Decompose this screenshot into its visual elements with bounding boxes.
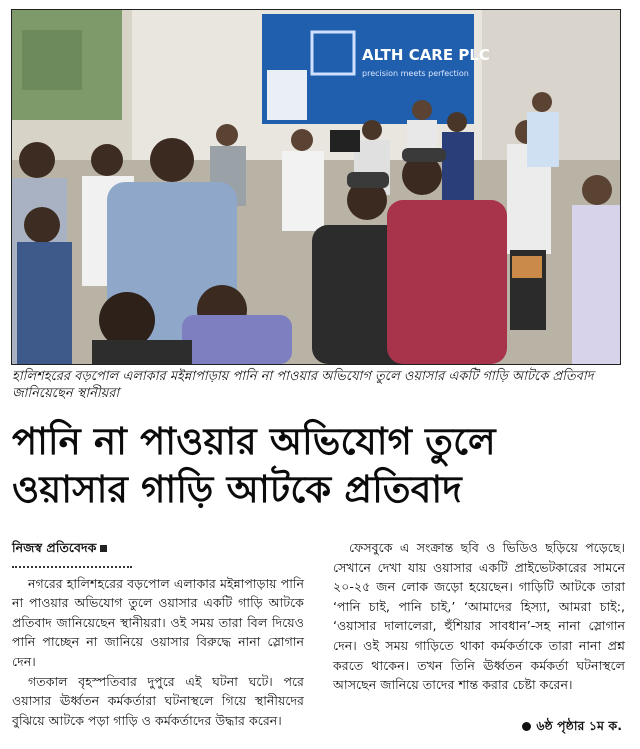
bullet-dot-icon	[522, 722, 531, 731]
article-column-left	[12, 538, 304, 730]
byline-text: নিজস্ব প্রতিবেদক	[12, 540, 97, 555]
paragraph: ফেসবুকে এ সংক্রান্ত ছবি ও ভিডিও ছড়িয়ে পড়েছে। সেখানে দেখা যায় ওয়াসার একটি প্রাইভেটকারের সামনে ২০-২৫ জন লোক জড়ো হয়েছেন। গাড়িটি আটকে তারা ‘পানি চাই, পানি চাই,’ ‘আমাদের হিস্যা, আমরা চাই:, ‘ওয়াসার দালালেরা, হুঁশিয়ার সাবধান’-সহ নানা স্লোগান দেন। ওই সময় গাড়িতে থাকা কর্মকর্তাকে তারা নানা প্রশ্ন করতে থাকেন। তখন তিনি ঊর্ধ্বতন কর্মকর্তা ঘটনাস্থলে আসছেন জানিয়ে তাদের শান্ত করার চেষ্টা করেন।	[333, 540, 625, 693]
dotted-divider	[12, 558, 132, 568]
byline	[12, 538, 304, 558]
banner-text: ALTH CARE PLC	[362, 46, 490, 64]
continuation-text: ৬ষ্ঠ পৃষ্ঠার ১ম ক.	[536, 718, 622, 733]
headline-line-1: পানি না পাওয়ার অভিযোগ তুলে	[12, 420, 496, 463]
headline-line-2: ওয়াসার গাড়ি আটকে প্রতিবাদ	[12, 468, 462, 511]
headline	[12, 418, 632, 514]
paragraph: নগরের হালিশহরের বড়পোল এলাকার মইন্নাপাড়ায় পানি না পাওয়ার অভিযোগ তুলে ওয়াসার একটি গাড়ি আটকে প্রতিবাদ জানিয়েছেন স্থানীয়রা। ওই সময় তারা বিল দিয়েও পানি পাচ্ছেন না জানিয়ে ওয়াসার বিরুদ্ধে নানা স্লোগান দেন।	[12, 575, 304, 669]
article-column-right	[333, 538, 625, 695]
paragraph: গতকাল বৃহস্পতিবার দুপুরে এই ঘটনা ঘটে। পরে ওয়াসার ঊর্ধ্বতন কর্মকর্তারা ঘটনাস্থলে গিয়ে স্থানীয়দের বুঝিয়ে আটকে পড়া গাড়ি ও কর্মকর্তাদের উদ্ধার করেন।	[12, 673, 304, 728]
banner-tagline: precision meets perfection	[362, 69, 469, 78]
protest-scene-illustration	[12, 10, 620, 364]
news-photo	[11, 9, 621, 365]
square-bullet-icon	[100, 545, 107, 552]
continuation-marker[interactable]	[522, 718, 622, 738]
man-red-shirt	[387, 200, 507, 364]
photo-caption: হালিশহরের বড়পোল এলাকার মইন্নাপাড়ায় পানি না পাওয়ার অভিযোগ তুলে ওয়াসার একটি গাড়ি আটকে প্রতিবাদ জানিয়েছেন স্থানীয়রা	[12, 369, 594, 401]
